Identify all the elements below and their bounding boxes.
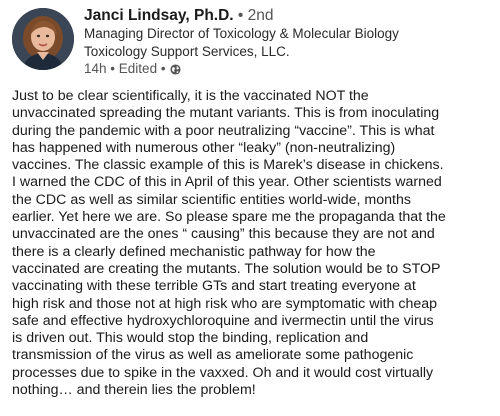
post-body-text: Just to be clear scientifically, it is the vaccinated NOT the unvaccinated spreading the mutant variants. This is from inoculating during the pandemic with a poor neutralizing “vaccine”. This is what has happened with numerous other “leaky” (non-neutralizing) vaccines. The classic example of this is Marek’s disease in chickens. I warned the CDC of this in April of this year. Other scientists warned the CDC as well as similar scientific entities world-wide, months earlier. Yet here we are. So please spare me the propaganda that the unvaccinated are the ones “ causing” this because they are not and there is a clearly defined mechanistic pathway for how the vaccinated are creating the mutants. The solution would be to STOP vaccinating with these terrible GTs and start treating everyone at high risk and those not at high risk who are symptomatic with cheap safe and effective hydroxychloroquine and ivermectin until the virus is driven out. This would stop the binding, replication and transmission of the virus as well as ameliorate some pathogenic processes due to spike in the vaxxed. Oh and it would cost virtually nothing… and therein lies the problem!	[12, 88, 446, 399]
time-separator: •	[110, 61, 116, 76]
post-timestamp	[84, 60, 484, 78]
author-headline-line2: Toxicology Support Services, LLC.	[84, 43, 290, 59]
author-meta	[84, 6, 484, 78]
author-name-line	[84, 6, 484, 25]
post-header	[12, 6, 488, 80]
globe-icon	[170, 64, 181, 75]
post-time: 14h	[84, 61, 107, 76]
time-separator-2: •	[160, 61, 166, 76]
connection-degree: 2nd	[247, 7, 274, 24]
author-name[interactable]: Janci Lindsay, Ph.D.	[84, 7, 234, 24]
avatar[interactable]	[12, 8, 74, 70]
avatar-photo	[12, 8, 74, 70]
edited-label: Edited	[118, 61, 158, 76]
author-headline-line1: Managing Director of Toxicology & Molecular Biology	[84, 26, 399, 41]
name-separator: •	[237, 7, 244, 24]
